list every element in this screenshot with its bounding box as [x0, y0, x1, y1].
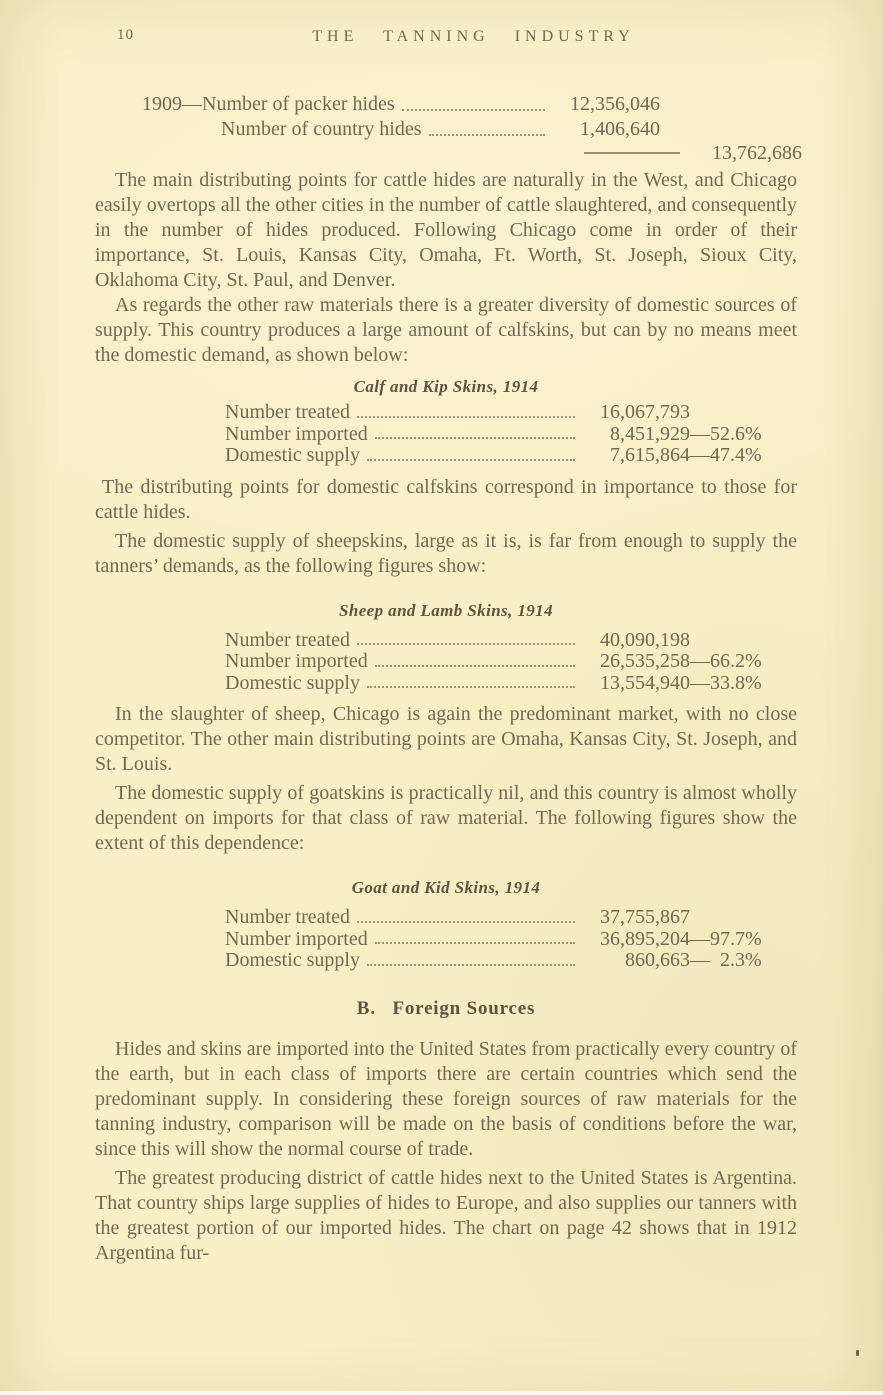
dot-leader [402, 109, 545, 111]
table-row [225, 651, 797, 673]
row-label: Number treated [225, 628, 350, 651]
table-row [225, 630, 797, 652]
row-label: Domestic supply [225, 671, 360, 694]
page-number: 10 [117, 27, 134, 43]
paragraph-goat-intro: The domestic supply of goatskins is practically nil, and this country is almost wholly dependent on imports for that class of raw material. The following figures show the extent of this dependence: [95, 782, 797, 854]
table-row [225, 907, 797, 929]
dot-leader [357, 921, 575, 923]
paragraph-main-1: The main distributing points for cattle hides are naturally in the West, and Chicago easily overtops all the other cities in the number of cattle slaughtered, and consequently in the number of hides produced. Following Chicago come in order of their importance, St. Louis, Kansas City, Omaha, Ft. Worth, St. Joseph, Sioux City, Oklahoma City, St. Paul, and Denver. [95, 169, 797, 291]
dot-leader [375, 942, 575, 944]
table-row [225, 929, 797, 951]
section-heading-foreign-sources: B. Foreign Sources [356, 997, 536, 1019]
summary-total-value: 13,762,686 [712, 141, 802, 164]
scan-artifact-speck [856, 1350, 859, 1356]
figures-table-sheep [225, 630, 797, 695]
row-label: Number treated [225, 401, 350, 423]
dot-leader [375, 665, 575, 667]
running-header [0, 0, 883, 48]
summary-row-label: 1909—Number of packer hides [142, 93, 395, 115]
row-label: Number imported [225, 650, 368, 672]
row-percent: —66.2% [690, 650, 762, 672]
row-percent: — 2.3% [690, 949, 762, 971]
paragraph-sheep-intro: The domestic supply of sheepskins, large as it is, is far from enough to supply the tanners’ demands, as the following figures show: [95, 529, 797, 577]
row-value: 8,451,929 [610, 422, 690, 445]
dot-leader [367, 964, 575, 966]
row-label: Number imported [225, 927, 368, 950]
row-percent: —33.8% [690, 671, 762, 694]
page-content [95, 92, 802, 1266]
dot-leader [429, 134, 545, 136]
summary-row [142, 117, 660, 142]
row-percent: —52.6% [690, 422, 762, 445]
sum-rule [584, 152, 680, 154]
paragraph-main-2: As regards the other raw materials there is a greater diversity of domestic sources of supply. This country produces a large amount of calfskins, but can by no means meet the domestic demand, as shown below: [95, 294, 797, 366]
row-value: 16,067,793 [600, 401, 690, 423]
paragraph-foreign-2: The greatest producing district of cattle hides next to the United States is Argentina. That country ships large supplies of hides to Europe, and also supplies our tanners with the greatest portion of our imported hides. The chart on page 42 shows that in 1912 Argentina fur- [95, 1166, 797, 1264]
table-title-goat: Goat and Kid Skins, 1914 [351, 878, 541, 897]
row-value: 13,554,940 [600, 671, 690, 694]
table-row [225, 402, 797, 424]
row-percent: —47.4% [690, 444, 762, 466]
row-value: 40,090,198 [600, 628, 690, 651]
row-value: 26,535,258 [600, 650, 690, 672]
dot-leader [367, 459, 575, 461]
running-title: THE TANNING INDUSTRY [312, 28, 635, 45]
figures-table-calf [225, 402, 797, 467]
summary-total-row [95, 142, 802, 164]
row-label: Domestic supply [225, 444, 360, 466]
table-title-calf: Calf and Kip Skins, 1914 [353, 377, 539, 396]
scan-bottom-edge [0, 1391, 883, 1395]
dot-leader [367, 686, 575, 688]
dot-leader [357, 643, 575, 645]
paragraph-calf-after: The distributing points for domestic calfskins correspond in importance to those for cattle hides. [95, 475, 797, 523]
hides-summary-1909 [142, 92, 660, 142]
table-row [225, 445, 797, 467]
summary-row-label: Number of country hides [221, 118, 422, 140]
table-title-sheep: Sheep and Lamb Skins, 1914 [339, 600, 553, 620]
dot-leader [375, 437, 575, 439]
dot-leader [357, 416, 575, 418]
row-value: 36,895,204 [600, 927, 690, 950]
summary-row-value: 12,356,046 [570, 93, 660, 115]
row-label: Number treated [225, 906, 350, 928]
row-label: Number imported [225, 422, 368, 445]
summary-row-value: 1,406,640 [580, 118, 660, 140]
row-value: 7,615,864 [610, 444, 690, 466]
table-row [225, 424, 797, 446]
figures-table-goat [225, 907, 797, 972]
row-percent: —97.7% [690, 927, 762, 950]
row-value: 37,755,867 [600, 906, 690, 928]
paragraph-sheep-after: In the slaughter of sheep, Chicago is again the predominant market, with no close competitor. The other main distributing points are Omaha, Kansas City, St. Joseph, and St. Louis. [95, 703, 797, 775]
row-label: Domestic supply [225, 949, 360, 971]
row-value: 860,663 [625, 949, 690, 971]
table-row [225, 950, 797, 972]
summary-row [142, 92, 660, 117]
table-row [225, 673, 797, 695]
paragraph-foreign-1: Hides and skins are imported into the United States from practically every country of the earth, but in each class of imports there are certain countries which send the predominant supply. In considering these foreign sources of raw materials for the tanning industry, comparison will be made on the basis of conditions before the war, since this will show the normal course of trade. [95, 1037, 797, 1160]
